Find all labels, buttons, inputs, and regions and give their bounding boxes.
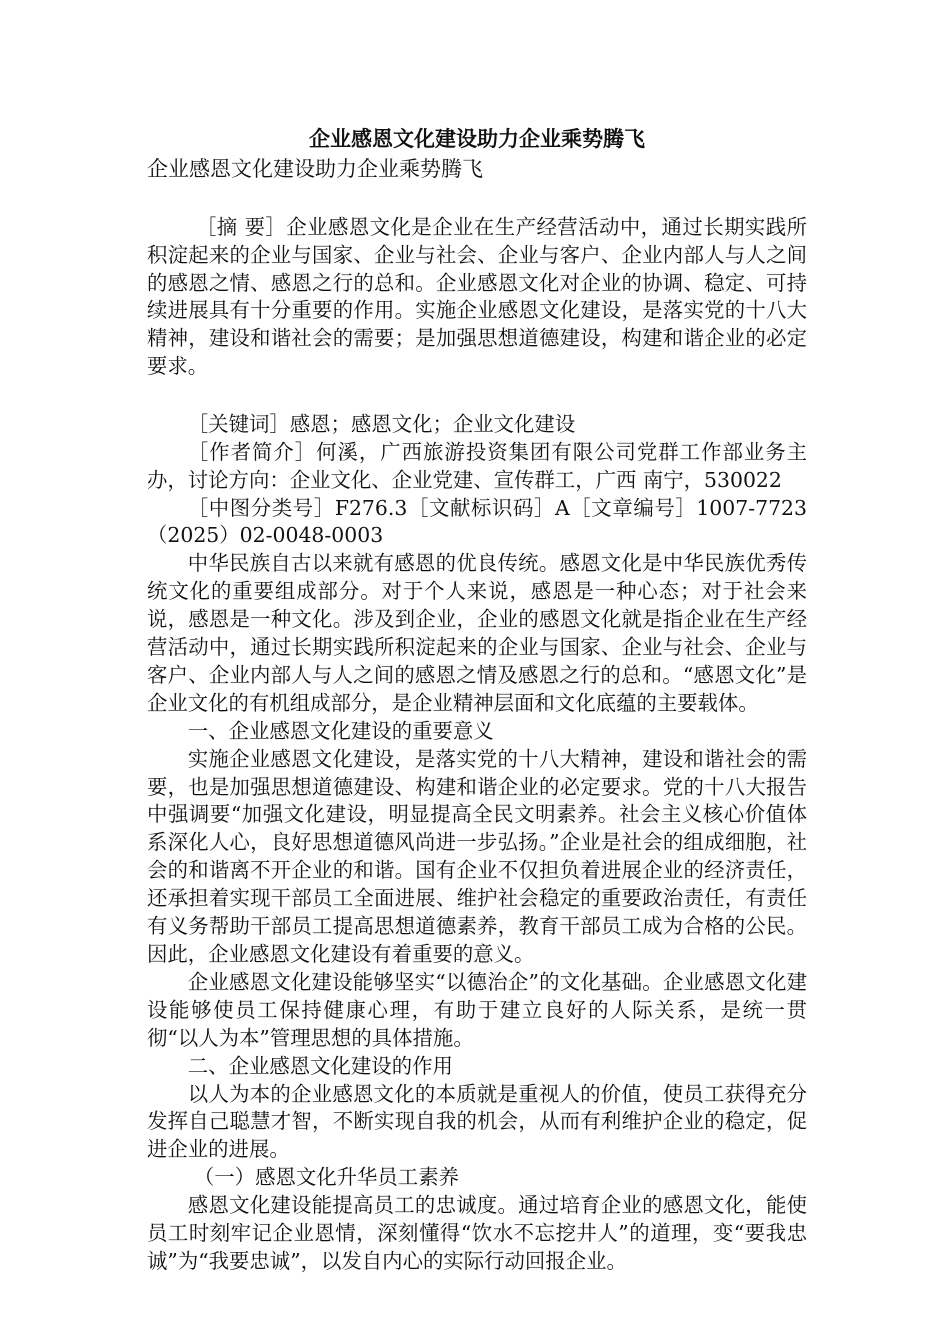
author-info: ［作者简介］何溪，广西旅游投资集团有限公司党群工作部业务主办，讨论方向：企业文化、企业党建、宣传群工，广西 南宁，530022 — [147, 439, 807, 492]
section-heading: 二、企业感恩文化建设的作用 — [187, 1053, 453, 1078]
subsection-heading: （一）感恩文化升华员工素养 — [193, 1165, 459, 1190]
document-page — [147, 118, 807, 1276]
body-paragraph: 企业感恩文化建设能够坚实“以德治企”的文化基础。企业感恩文化建设能够使员工保持健康心理，有助于建立良好的人际关系，是统一贯彻“以人为本”管理思想的具体措施。 — [147, 969, 807, 1050]
spacer — [147, 381, 807, 411]
body-paragraph: 以人为本的企业感恩文化的本质就是重视人的价值，使员工获得充分发挥自己聪慧才智，不断实现自我的机会，从而有利维护企业的稳定，促进企业的进展。 — [147, 1081, 807, 1162]
body-paragraph: 感恩文化建设能提高员工的忠诚度。通过培育企业的感恩文化，能使员工时刻牢记企业恩情，深刻懂得“饮水不忘挖井人”的道理，变“要我忠诚”为“我要忠诚”，以发自内心的实际行动回报企业。 — [147, 1193, 807, 1273]
abstract-paragraph: ［摘 要］企业感恩文化是企业在生产经营活动中，通过长期实践所积淀起来的企业与国家、企业与社会、企业与客户、企业内部人与人之间的感恩之情、感恩之行的总和。企业感恩文化对企业的协调、稳定、可持续进展具有十分重要的作用。实施企业感恩文化建设，是落实党的十八大精神，建设和谐社会的需要；是加强思想道德建设，构建和谐企业的必定要求。 — [147, 215, 807, 378]
document-subtitle: 企业感恩文化建设助力企业乘势腾飞 — [147, 157, 483, 181]
intro-paragraph: 中华民族自古以来就有感恩的优良传统。感恩文化是中华民族优秀传统文化的重要组成部分。对于个人来说，感恩是一种心态；对于社会来说，感恩是一种文化。涉及到企业，企业的感恩文化就是指企业在生产经营活动中，通过长期实践所积淀起来的企业与国家、企业与社会、企业与客户、企业内部人与人之间的感恩之情及感恩之行的总和。“感恩文化”是企业文化的有机组成部分，是企业精神层面和文化底蕴的主要载体。 — [147, 551, 807, 715]
body-paragraph: 实施企业感恩文化建设，是落实党的十八大精神，建设和谐社会的需要，也是加强思想道德建设、构建和谐企业的必定要求。党的十八大报告中强调要“加强文化建设，明显提高全民文明素养。社会主义核心价值体系深化人心，良好思想道德风尚进一步弘扬。”企业是社会的组成细胞，社会的和谐离不开企业的和谐。国有企业不仅担负着进展企业的经济责任，还承担着实现干部员工全面进展、维护社会稳定的重要政治责任，有责任有义务帮助干部员工提高思想道德素养，教育干部员工成为合格的公民。因此，企业感恩文化建设有着重要的意义。 — [147, 746, 807, 966]
keywords-line: ［关键词］感恩；感恩文化；企业文化建设 — [187, 411, 576, 436]
document-title: 企业感恩文化建设助力企业乘势腾飞 — [309, 126, 645, 151]
spacer — [147, 184, 807, 214]
classification-info: ［中图分类号］F276.3［文献标识码］A［文章编号］1007-7723（2025）02-0048-0003 — [147, 495, 807, 548]
section-heading: 一、企业感恩文化建设的重要意义 — [187, 718, 494, 743]
